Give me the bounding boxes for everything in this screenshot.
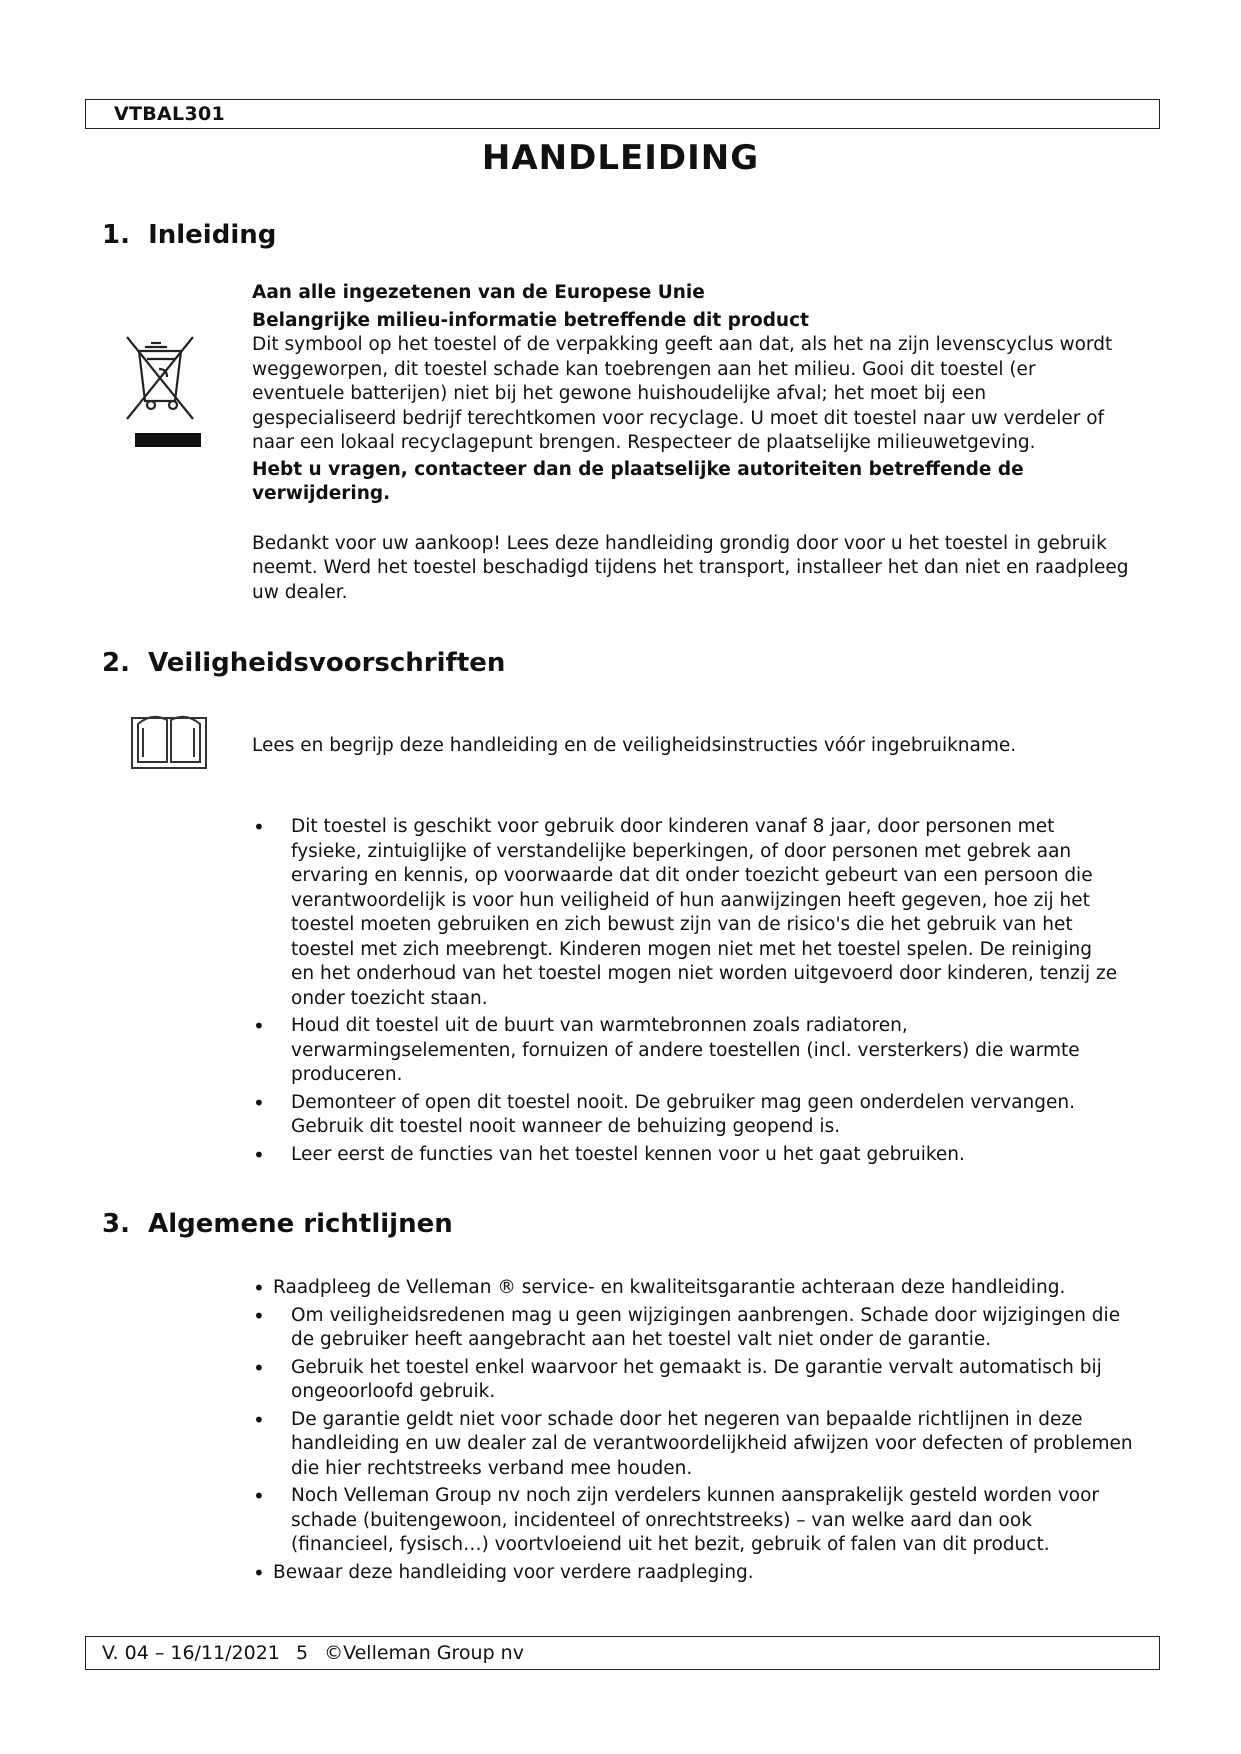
safety-bullet-item: • Houd dit toestel uit de buurt van warmtebronnen zoals radiatoren, verwarmingselementen, fornuizen of andere toestellen (incl. versterkers) die warmte produceren. (253, 1014, 1118, 1088)
read-manual-book-icon (130, 710, 208, 776)
weee-notice (252, 281, 1132, 605)
section-heading-intro: 1. Inleiding (102, 220, 277, 250)
eu-residents-heading: Aan alle ingezetenen van de Europese Unie (252, 282, 705, 303)
safety-bullet-item: • Demonteer of open dit toestel nooit. De gebruiker mag geen onderdelen vervangen. Gebruik dit toestel nooit wanneer de behuizing geopend is. (253, 1091, 1118, 1140)
section-heading-general: 3. Algemene richtlijnen (102, 1209, 453, 1239)
header-bar (85, 99, 1160, 129)
general-bullet-list (253, 1276, 1133, 1588)
safety-bullet-list (253, 815, 1118, 1170)
footer-bar (85, 1636, 1160, 1670)
thanks-text: Bedankt voor uw aankoop! Lees deze handleiding grondig door voor u het toestel in gebruik neemt. Werd het toestel beschadigd tijdens het transport, installeer het dan niet en raadpleeg uw dealer. (252, 532, 1129, 603)
environment-info-heading: Belangrijke milieu-informatie betreffende dit product (252, 309, 809, 331)
safety-bullet-item: • Dit toestel is geschikt voor gebruik door kinderen vanaf 8 jaar, door personen met fysieke, zintuiglijke of verstandelijke beperkingen, of door personen met gebrek aan ervaring en kennis, op voorwaarde dat dit onder toezicht gebeurt van een persoon die verantwoordelijk is voor hun veiligheid of hun aanwijzingen heeft gegeven, hoe zij het toestel moeten gebruiken en zich bewust zijn van de risico's die het gebruik van het toestel met zich meebrengt. Kinderen mogen niet met het toestel spelen. De reiniging en het onderhoud van het toestel mogen niet worden uitgevoerd door kinderen, tenzij ze onder toezicht staan. (253, 815, 1118, 1011)
section-heading-safety: 2. Veiligheidsvoorschriften (102, 648, 506, 678)
page-title: HANDLEIDING (481, 138, 760, 178)
general-bullet-item: • Raadpleeg de Velleman ® service- en kwaliteitsgarantie achteraan deze handleiding. (253, 1276, 1133, 1301)
footer-info (102, 1642, 534, 1664)
contact-authorities-text: Hebt u vragen, contacteer dan de plaatselijke autoriteiten betreffende de verwijdering. (252, 458, 1024, 504)
copyright: ©Velleman Group nv (324, 1642, 524, 1664)
safety-bullet-item: • Leer eerst de functies van het toestel kennen voor u het gaat gebruiken. (253, 1143, 1118, 1168)
read-instructions-text: Lees en begrijp deze handleiding en de veiligheidsinstructies vóór ingebruikname. (252, 735, 1017, 756)
model-number: VTBAL301 (114, 103, 226, 125)
weee-bin-icon (125, 335, 205, 463)
general-bullet-item: • Gebruik het toestel enkel waarvoor het gemaakt is. De garantie vervalt automatisch bij ongeoorloofd gebruik. (253, 1356, 1133, 1405)
general-bullet-item: • De garantie geldt niet voor schade door het negeren van bepaalde richtlijnen in deze handleiding en uw dealer zal de verantwoordelijkheid afwijzen voor defecten of problemen die hier rechtstreeks verband mee houden. (253, 1408, 1133, 1482)
general-bullet-item: • Om veiligheidsredenen mag u geen wijzigingen aanbrengen. Schade door wijzigingen die de gebruiker heeft aangebracht aan het toestel valt niet onder de garantie. (253, 1304, 1133, 1353)
general-bullet-item: • Noch Velleman Group nv noch zijn verdelers kunnen aansprakelijk gesteld worden voor schade (buitengewoon, incidenteel of onrechtstreeks) – van welke aard dan ook (financieel, fysisch…) voortvloeiend uit het bezit, gebruik of falen van dit product. (253, 1484, 1133, 1558)
version-date: V. 04 – 16/11/2021 (102, 1642, 280, 1664)
page-number: 5 (295, 1642, 309, 1664)
general-bullet-item: • Bewaar deze handleiding voor verdere raadpleging. (253, 1561, 1133, 1586)
environment-info-text: Dit symbool op het toestel of de verpakking geeft aan dat, als het na zijn levenscyclus wordt weggeworpen, dit toestel schade kan toebrengen aan het milieu. Gooi dit toestel (er eventuele batterijen) niet bij het gewone huishoudelijke afval; het moet bij een gespecialiseerd bedrijf terechtkomen voor recyclage. U moet dit toestel naar uw verdeler of naar een lokaal recyclagepunt brengen. Respecteer de plaatselijke milieuwetgeving. (252, 334, 1113, 453)
